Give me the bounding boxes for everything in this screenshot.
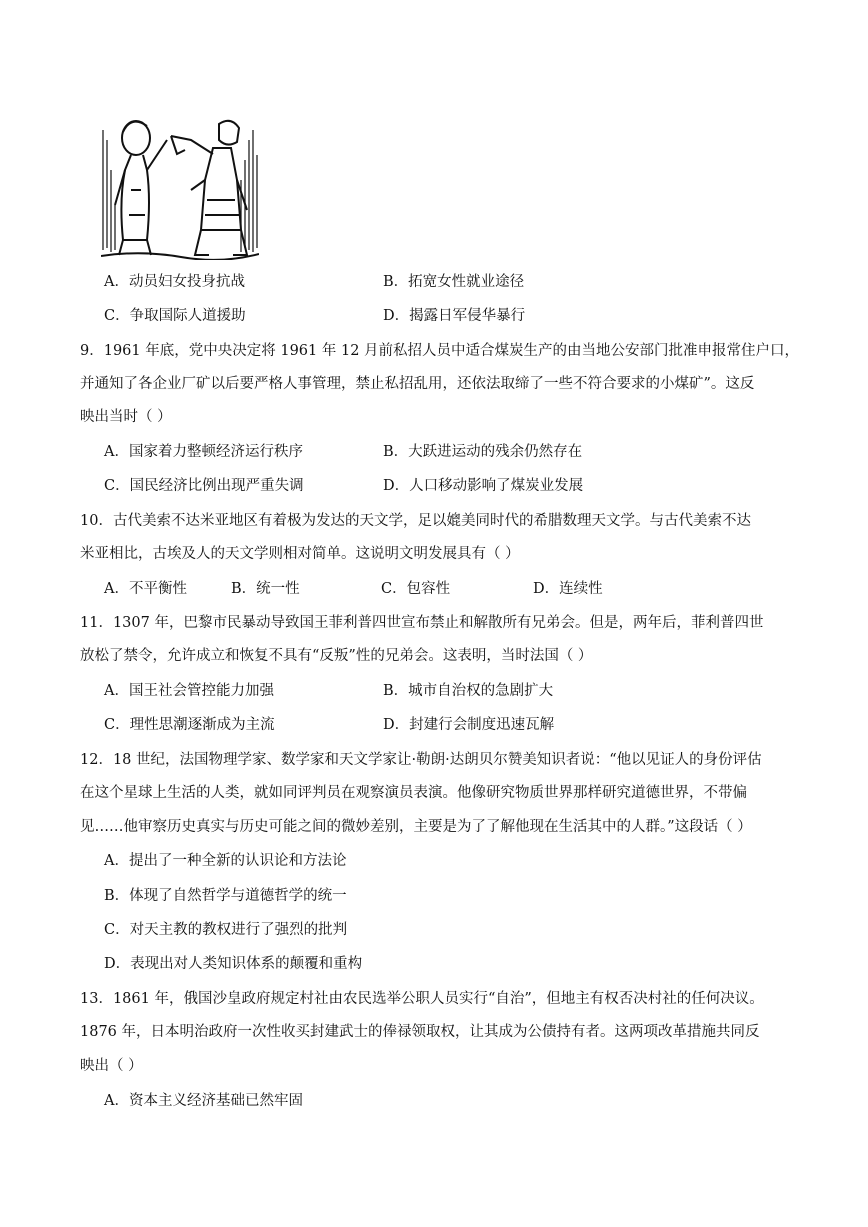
q9-stem-line-3: 映出当时（ ） (80, 409, 172, 425)
q8-options-row-1 (104, 272, 525, 292)
q9-options-row-1 (104, 442, 583, 462)
q11-option-c[interactable]: C．理性思潮逐渐成为主流 (104, 717, 275, 733)
q13-stem-line-2: 1876 年，日本明治政府一次性收买封建武士的俸禄领取权，让其成为公债持有者。这两项改革措施共同反 (80, 1024, 760, 1040)
q11-option-a[interactable]: A．国王社会管控能力加强 (104, 683, 274, 699)
q12-option-b[interactable]: B．体现了自然哲学与道德哲学的统一 (104, 888, 347, 904)
q9-stem-line-2: 并通知了各企业厂矿以后要严格人事管理，禁止私招乱用，还依法取缔了一些不符合要求的小煤矿”。这反 (80, 376, 755, 392)
q12-option-c[interactable]: C．对天主教的教权进行了强烈的批判 (104, 922, 348, 938)
q8-option-a[interactable]: A．动员妇女投身抗战 (104, 274, 245, 290)
q11-options-row-1 (104, 681, 554, 701)
q9-option-c[interactable]: C．国民经济比例出现严重失调 (104, 478, 304, 494)
q12-stem-line-3: 见……他审察历史真实与历史可能之间的微妙差别，主要是为了了解他现在生活其中的人群。”这段话（ ） (80, 819, 752, 835)
q10-option-a[interactable]: A．不平衡性 (104, 581, 187, 597)
q12-option-d[interactable]: D．表现出对人类知识体系的颠覆和重构 (104, 956, 363, 972)
cartoon-illustration (101, 110, 259, 260)
q10-option-c[interactable]: C．包容性 (381, 581, 451, 597)
q9-option-d[interactable]: D．人口移动影响了煤炭业发展 (383, 478, 584, 494)
q13-stem-line-3: 映出（ ） (80, 1058, 143, 1074)
q12-stem-line-1: 12．18 世纪，法国物理学家、数学家和天文学家让·勒朗·达朗贝尔赞美知识者说：“他以见证人的身份评估 (80, 752, 762, 768)
q10-stem-line-1: 10．古代美索不达米亚地区有着极为发达的天文学，足以媲美同时代的希腊数理天文学。与古代美索不达 (80, 513, 751, 529)
q12-stem-line-2: 在这个星球上生活的人类，就如同评判员在观察演员表演。他像研究物质世界那样研究道德世界，不带偏 (80, 785, 747, 801)
q8-option-d[interactable]: D．揭露日军侵华暴行 (383, 308, 526, 324)
q8-option-b[interactable]: B．拓宽女性就业途径 (383, 274, 525, 290)
q10-option-b[interactable]: B．统一性 (231, 581, 300, 597)
q10-stem-line-2: 米亚相比，古埃及人的天文学则相对简单。这说明文明发展具有（ ） (80, 546, 520, 562)
q11-stem-line-2: 放松了禁令，允许成立和恢复不具有“反叛”性的兄弟会。这表明，当时法国（ ） (80, 648, 593, 664)
q8-option-c[interactable]: C．争取国际人道援助 (104, 308, 246, 324)
q9-option-a[interactable]: A．国家着力整顿经济运行秩序 (104, 444, 303, 460)
q11-options-row-2 (104, 715, 555, 735)
q10-option-d[interactable]: D．连续性 (533, 581, 603, 597)
q11-option-b[interactable]: B．城市自治权的急剧扩大 (383, 683, 554, 699)
q11-option-d[interactable]: D．封建行会制度迅速瓦解 (383, 717, 555, 733)
q9-stem-line-1: 9．1961 年底，党中央决定将 1961 年 12 月前私招人员中适合煤炭生产的由当地公安部门批准申报常住户口， (80, 343, 800, 359)
q9-options-row-2 (104, 476, 584, 496)
q9-option-b[interactable]: B．大跃进运动的残余仍然存在 (383, 444, 583, 460)
q13-option-a[interactable]: A．资本主义经济基础已然牢固 (104, 1093, 303, 1109)
q8-options-row-2 (104, 306, 526, 326)
q13-stem-line-1: 13．1861 年，俄国沙皇政府规定村社由农民选举公职人员实行“自治”，但地主有权否决村社的任何决议。 (80, 991, 764, 1007)
q12-option-a[interactable]: A．提出了一种全新的认识论和方法论 (104, 853, 347, 869)
q11-stem-line-1: 11．1307 年，巴黎市民暴动导致国王菲利普四世宣布禁止和解散所有兄弟会。但是，两年后，菲利普四世 (80, 615, 764, 631)
